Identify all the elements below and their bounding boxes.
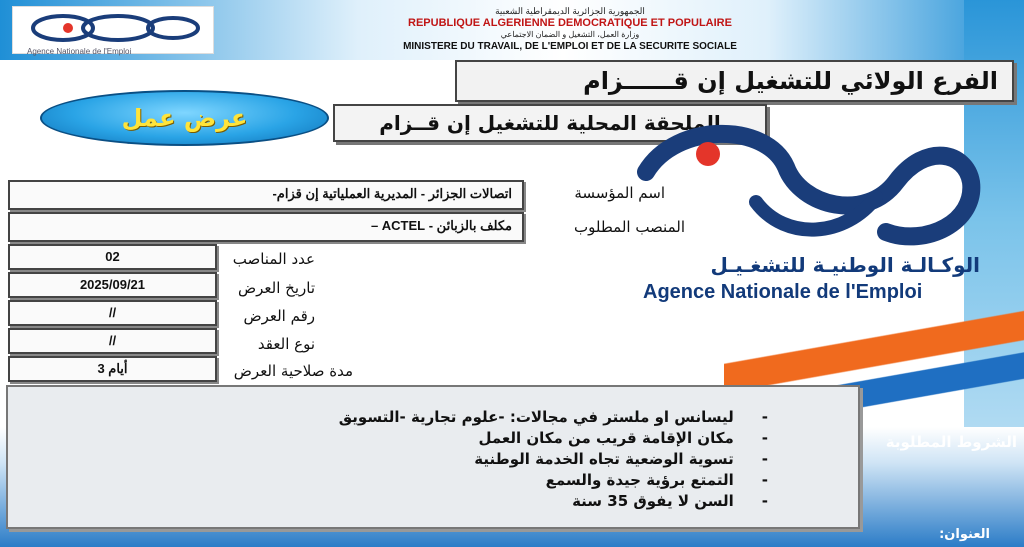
- count-label: عدد المناصب: [232, 250, 315, 268]
- requirement-item: - السن لا يفوق 35 سنة: [339, 491, 768, 512]
- address-label: العنوان:: [939, 527, 990, 542]
- anem-name-fr: Agence Nationale de l'Emploi: [643, 281, 923, 303]
- header-ministry-ar: وزارة العمل، التشغيل و الضمان الاجتماعي: [500, 30, 640, 39]
- validity-value: 3 أيام: [8, 356, 217, 382]
- logo-caption: Agence Nationale de l'Emploi: [27, 47, 132, 56]
- header-logo: [12, 6, 214, 54]
- position-value: مكلف بالزبائن - ACTEL –: [370, 218, 512, 233]
- number-value: //: [8, 300, 217, 326]
- header-republic-fr: REPUBLIQUE ALGERIENNE DEMOCRATIQUE ET POPULAIRE: [408, 17, 732, 29]
- count-value: 02: [8, 244, 217, 270]
- position-value-box: [8, 212, 524, 242]
- conditions-label: الشروط المطلوبة: [885, 433, 1017, 451]
- contract-label: نوع العقد: [257, 335, 315, 353]
- header-logo-icon: [23, 11, 203, 45]
- anem-logo-icon: [636, 112, 981, 252]
- page-title-text: الفرع الولائي للتشغيل إن قــــــزام: [583, 67, 998, 95]
- requirement-item: - مكان الإقامة قريب من مكان العمل: [339, 428, 768, 449]
- header-ministry-fr: MINISTERE DU TRAVAIL, DE L'EMPLOI ET DE LA SECURITE SOCIALE: [403, 41, 737, 52]
- requirements-list: [339, 407, 768, 512]
- institution-value: اتصالات الجزائر - المديرية العملياتية إن قزام-: [272, 186, 512, 201]
- contract-value: //: [8, 328, 217, 354]
- date-value: 2025/09/21: [8, 272, 217, 298]
- requirement-item: - ليسانس او ملستر في مجالات: -علوم تجارية -التسويق: [339, 407, 768, 428]
- page-subtitle-text: الملحقة المحلية للتشغيل إن قــزام: [379, 111, 721, 135]
- requirements-box: [6, 385, 860, 529]
- date-label: تاريخ العرض: [238, 279, 315, 297]
- requirement-item: - تسوية الوضعية تجاه الخدمة الوطنية: [339, 449, 768, 470]
- number-label: رقم العرض: [243, 307, 315, 325]
- job-offer-badge: [40, 90, 329, 146]
- position-label: المنصب المطلوب: [574, 218, 685, 236]
- header-republic-ar: الجمهورية الجزائرية الديمقراطية الشعبية: [495, 6, 645, 16]
- anem-name-ar: الوكـالـة الوطنيـة للتشغـيـل: [710, 253, 980, 277]
- institution-value-box: [8, 180, 524, 210]
- page-title: [455, 60, 1014, 102]
- requirement-item: - التمتع برؤية جيدة والسمع: [339, 470, 768, 491]
- institution-label: اسم المؤسسة: [574, 184, 665, 202]
- job-offer-text: عرض عمل: [121, 104, 248, 132]
- validity-label: مدة صلاحية العرض: [233, 362, 353, 380]
